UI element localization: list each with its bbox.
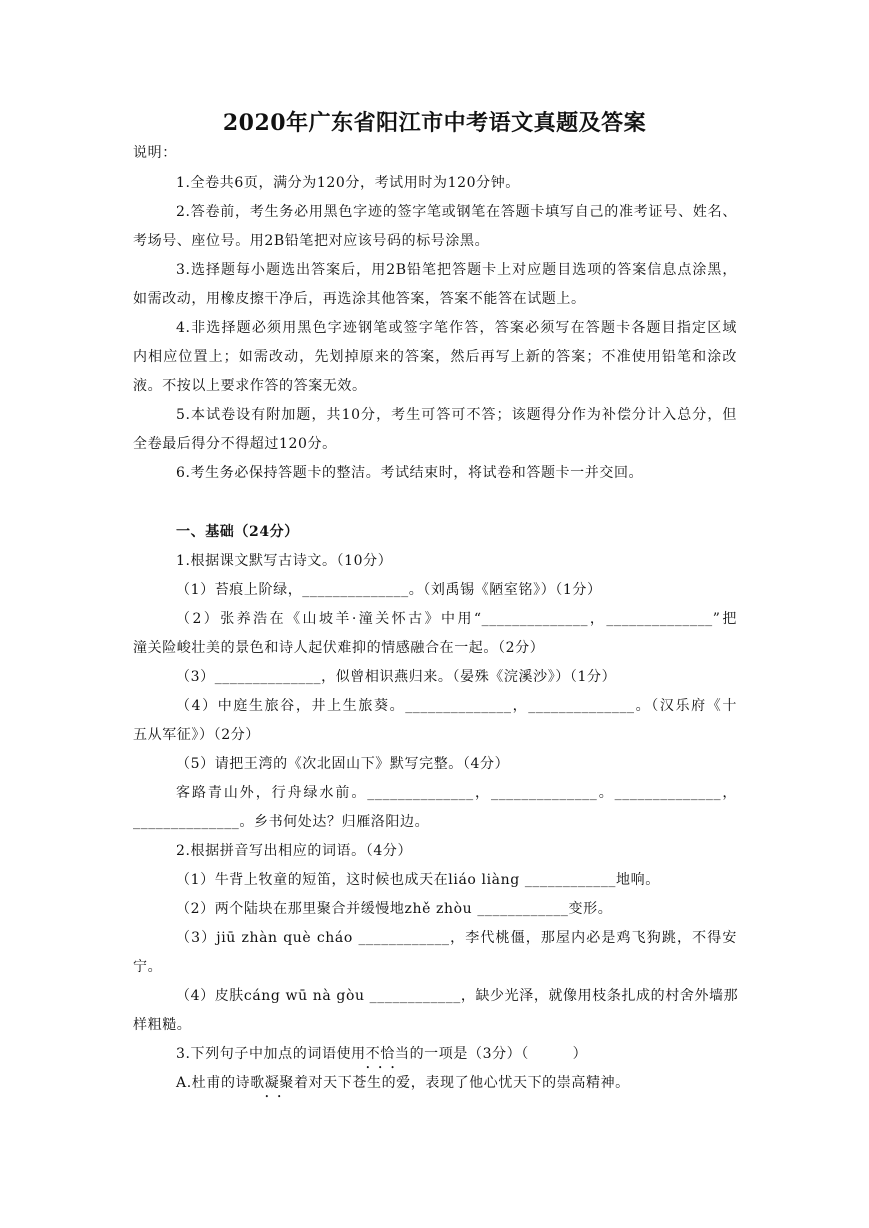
note-line: 5.本试卷设有附加题，共10分，考生可答可不答；该题得分作为补偿分计入总分，但 — [176, 407, 737, 423]
note-line: 6.考生务必保持答题卡的整洁。考试结束时，将试卷和答题卡一并交回。 — [176, 465, 644, 481]
option-text: 着对天下苍生的爱，表现了他心忧天下的崇高精神。 — [293, 1075, 630, 1091]
emphasized-word: 不恰当 • • • — [366, 1044, 410, 1064]
question-2-item: 样粗糙。 — [133, 1017, 192, 1033]
question-3-stem-text: 3.下列句子中加点的词语使用 — [176, 1046, 366, 1062]
note-line: 2.答卷前，考生务必用黑色字迹的签字笔或钢笔在答题卡填写自己的准考证号、姓名、 — [176, 204, 737, 220]
note-line: 内相应位置上；如需改动，先划掉原来的答案，然后再写上新的答案；不准使用铅笔和涂改 — [133, 349, 737, 365]
question-2-item: （3）jiū zhàn què cháo ____________，李代桃僵，那屋内必是鸡飞狗跳，不得安 — [176, 930, 737, 946]
question-1-item: （5）请把王湾的《次北固山下》默写完整。（4分） — [176, 756, 510, 772]
question-1-item: 潼关险峻壮美的景色和诗人起伏难抑的情感融合在一起。（2分） — [133, 640, 545, 656]
question-1-item: （1）苔痕上阶绿，______________。（刘禹锡《陋室铭》）（1分） — [176, 582, 602, 598]
question-1-item: （3）______________，似曾相识燕归来。（晏殊《浣溪沙》）（1分） — [176, 669, 617, 685]
option-text: A.杜甫的诗歌 — [176, 1075, 265, 1091]
question-2-item: （2）两个陆块在那里聚合并缓慢地zhě zhòu ____________变形。 — [176, 901, 613, 917]
note-line: 全卷最后得分不得超过120分。 — [133, 436, 337, 452]
page-title: 2020年广东省阳江市中考语文真题及答案 — [222, 110, 647, 136]
question-1-item: 客路青山外，行舟绿水前。______________，______________。______________， — [176, 785, 737, 801]
note-line: 如需改动，用橡皮擦干净后，再选涂其他答案，答案不能答在试题上。 — [133, 291, 586, 307]
question-3-option-a — [176, 1073, 630, 1093]
section-heading: 一、基础（24分） — [176, 524, 299, 540]
question-1-item: （4）中庭生旅谷，井上生旅葵。______________，______________。（汉乐府《十 — [176, 698, 737, 714]
question-3-stem-text: 的一项是（3分）（ ） — [409, 1046, 588, 1062]
question-2-item: （4）皮肤cáng wū nà gòu ____________，缺少光泽，就像用枝条扎成的村舍外墙那 — [176, 988, 739, 1004]
question-2-stem: 2.根据拼音写出相应的词语。（4分） — [176, 843, 413, 859]
question-2-item: （1）牛背上牧童的短笛，这时候也成天在liáo liàng ____________地响。 — [176, 872, 660, 888]
question-1-item: ______________。乡书何处达？归雁洛阳边。 — [133, 814, 430, 830]
question-1-item: （2）张养浩在《山坡羊·潼关怀古》中用“______________，______________”把 — [176, 611, 737, 627]
note-line: 1.全卷共6页，满分为120分，考试用时为120分钟。 — [176, 175, 520, 191]
notes-heading: 说明： — [133, 145, 177, 161]
question-1-item: 五从军征》）（2分） — [133, 727, 260, 743]
note-line: 4.非选择题必须用黑色字迹钢笔或签字笔作答，答案必须写在答题卡各题目指定区域 — [176, 320, 737, 336]
emphasized-word: 凝聚 • • — [265, 1073, 294, 1093]
note-line: 液。不按以上要求作答的答案无效。 — [133, 378, 367, 394]
question-3-stem — [176, 1044, 587, 1064]
question-1-stem: 1.根据课文默写古诗文。（10分） — [176, 553, 393, 569]
note-line: 考场号、座位号。用2B铅笔把对应该号码的标号涂黑。 — [133, 233, 490, 249]
question-2-item: 宁。 — [133, 959, 163, 975]
note-line: 3.选择题每小题选出答案后，用2B铅笔把答题卡上对应题目选项的答案信息点涂黑， — [176, 262, 737, 278]
